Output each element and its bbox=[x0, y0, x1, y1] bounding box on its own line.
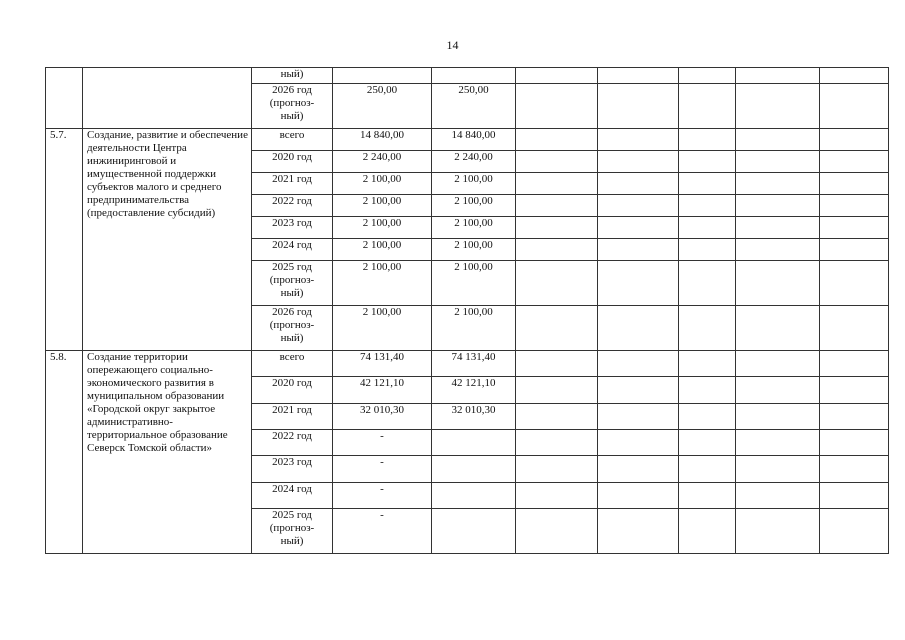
empty-cell bbox=[820, 456, 889, 483]
year-line: (прогноз- bbox=[269, 319, 315, 331]
empty-cell bbox=[679, 151, 736, 173]
empty-cell bbox=[736, 509, 820, 554]
empty-cell bbox=[679, 456, 736, 483]
total-value-cell: 250,00 bbox=[333, 84, 432, 129]
empty-cell bbox=[679, 430, 736, 456]
budget-value-cell bbox=[432, 509, 516, 554]
empty-cell bbox=[679, 351, 736, 377]
total-value-cell: 2 100,00 bbox=[333, 217, 432, 239]
item-name-text: Создание, развитие и обеспечение деятельности Центра инжиниринговой и имущественной поддержки субъектов малого и среднего предпринимательства (предоставление субсидий) bbox=[87, 129, 248, 219]
empty-cell bbox=[736, 68, 820, 84]
year-line: 2020 год bbox=[272, 151, 312, 163]
total-value-cell: - bbox=[333, 483, 432, 509]
empty-cell bbox=[736, 239, 820, 261]
budget-value-cell: 250,00 bbox=[432, 84, 516, 129]
year-line: ный) bbox=[280, 332, 304, 344]
empty-cell bbox=[516, 68, 598, 84]
empty-cell bbox=[736, 351, 820, 377]
empty-cell bbox=[516, 456, 598, 483]
empty-cell bbox=[598, 129, 679, 151]
year-cell bbox=[252, 129, 333, 151]
empty-cell bbox=[598, 151, 679, 173]
year-cell bbox=[252, 151, 333, 173]
empty-cell bbox=[820, 483, 889, 509]
year-cell bbox=[252, 306, 333, 351]
year-line: 2024 год bbox=[272, 483, 312, 495]
empty-cell bbox=[820, 68, 889, 84]
empty-cell bbox=[820, 351, 889, 377]
item-number: 5.8. bbox=[46, 351, 83, 554]
empty-cell bbox=[736, 261, 820, 306]
total-value-cell: 2 100,00 bbox=[333, 195, 432, 217]
year-cell bbox=[252, 217, 333, 239]
empty-cell bbox=[598, 404, 679, 430]
empty-cell bbox=[820, 173, 889, 195]
empty-cell bbox=[736, 404, 820, 430]
empty-cell bbox=[598, 84, 679, 129]
empty-cell bbox=[516, 239, 598, 261]
empty-cell bbox=[736, 483, 820, 509]
item-name-text: Создание территории опережающего социально-экономического развития в муниципальном образовании «Городской округ закрытое административно-территориальное образование Северск Томской области» bbox=[87, 351, 228, 454]
empty-cell bbox=[679, 129, 736, 151]
empty-cell bbox=[679, 261, 736, 306]
total-value-cell: 2 100,00 bbox=[333, 306, 432, 351]
total-value-cell bbox=[333, 68, 432, 84]
year-line: 2025 год bbox=[272, 261, 312, 273]
year-line: 2022 год bbox=[272, 430, 312, 442]
empty-cell bbox=[736, 129, 820, 151]
empty-cell bbox=[598, 351, 679, 377]
empty-cell bbox=[598, 483, 679, 509]
total-value-cell: - bbox=[333, 430, 432, 456]
item-name bbox=[83, 129, 252, 351]
empty-cell bbox=[820, 261, 889, 306]
budget-value-cell: 2 100,00 bbox=[432, 306, 516, 351]
table-row bbox=[46, 351, 889, 377]
year-line: всего bbox=[279, 351, 305, 363]
empty-cell bbox=[820, 430, 889, 456]
empty-cell bbox=[598, 195, 679, 217]
table-row bbox=[46, 129, 889, 151]
total-value-cell: - bbox=[333, 509, 432, 554]
year-line: (прогноз- bbox=[269, 522, 315, 534]
empty-cell bbox=[679, 68, 736, 84]
total-value-cell: 74 131,40 bbox=[333, 351, 432, 377]
empty-cell bbox=[820, 129, 889, 151]
budget-value-cell: 2 100,00 bbox=[432, 173, 516, 195]
empty-cell bbox=[736, 195, 820, 217]
empty-cell bbox=[516, 261, 598, 306]
empty-cell bbox=[598, 430, 679, 456]
year-cell bbox=[252, 351, 333, 377]
empty-cell bbox=[736, 456, 820, 483]
year-line: 2026 год bbox=[272, 306, 312, 318]
item-name bbox=[83, 351, 252, 554]
year-cell bbox=[252, 84, 333, 129]
total-value-cell: 42 121,10 bbox=[333, 377, 432, 404]
year-line: 2020 год bbox=[272, 377, 312, 389]
empty-cell bbox=[598, 509, 679, 554]
year-line: 2023 год bbox=[272, 456, 312, 468]
empty-cell bbox=[736, 151, 820, 173]
budget-value-cell: 2 100,00 bbox=[432, 195, 516, 217]
empty-cell bbox=[516, 306, 598, 351]
year-line: ный) bbox=[280, 110, 304, 122]
empty-cell bbox=[598, 306, 679, 351]
empty-cell bbox=[516, 483, 598, 509]
year-cell bbox=[252, 239, 333, 261]
total-value-cell: 2 100,00 bbox=[333, 239, 432, 261]
empty-cell bbox=[516, 195, 598, 217]
total-value-cell: 32 010,30 bbox=[333, 404, 432, 430]
budget-value-cell: 42 121,10 bbox=[432, 377, 516, 404]
year-line: 2022 год bbox=[272, 195, 312, 207]
year-line: (прогноз- bbox=[269, 97, 315, 109]
empty-cell bbox=[516, 404, 598, 430]
empty-cell bbox=[516, 173, 598, 195]
empty-cell bbox=[679, 404, 736, 430]
year-line: ный) bbox=[280, 535, 304, 547]
year-cell bbox=[252, 404, 333, 430]
year-cell bbox=[252, 483, 333, 509]
year-cell bbox=[252, 456, 333, 483]
empty-cell bbox=[820, 509, 889, 554]
year-line: 2025 год bbox=[272, 509, 312, 521]
empty-cell bbox=[736, 430, 820, 456]
item-name bbox=[83, 68, 252, 129]
empty-cell bbox=[516, 84, 598, 129]
budget-value-cell: 32 010,30 bbox=[432, 404, 516, 430]
empty-cell bbox=[736, 217, 820, 239]
empty-cell bbox=[820, 404, 889, 430]
empty-cell bbox=[679, 306, 736, 351]
empty-cell bbox=[820, 151, 889, 173]
budget-value-cell: 14 840,00 bbox=[432, 129, 516, 151]
year-cell bbox=[252, 195, 333, 217]
budget-value-cell: 2 100,00 bbox=[432, 239, 516, 261]
budget-value-cell bbox=[432, 430, 516, 456]
empty-cell bbox=[736, 84, 820, 129]
budget-value-cell: 2 100,00 bbox=[432, 217, 516, 239]
empty-cell bbox=[679, 84, 736, 129]
empty-cell bbox=[516, 151, 598, 173]
empty-cell bbox=[679, 217, 736, 239]
year-cell bbox=[252, 261, 333, 306]
empty-cell bbox=[516, 377, 598, 404]
year-line: ный) bbox=[280, 68, 304, 80]
empty-cell bbox=[598, 217, 679, 239]
budget-value-cell: 74 131,40 bbox=[432, 351, 516, 377]
empty-cell bbox=[516, 509, 598, 554]
empty-cell bbox=[598, 456, 679, 483]
empty-cell bbox=[598, 173, 679, 195]
budget-value-cell: 2 240,00 bbox=[432, 151, 516, 173]
empty-cell bbox=[598, 68, 679, 84]
total-value-cell: 2 100,00 bbox=[333, 173, 432, 195]
empty-cell bbox=[679, 509, 736, 554]
table-row bbox=[46, 68, 889, 84]
empty-cell bbox=[736, 377, 820, 404]
empty-cell bbox=[820, 84, 889, 129]
total-value-cell: 2 100,00 bbox=[333, 261, 432, 306]
empty-cell bbox=[820, 377, 889, 404]
item-number: 5.7. bbox=[46, 129, 83, 351]
year-cell bbox=[252, 509, 333, 554]
year-line: всего bbox=[279, 129, 305, 141]
empty-cell bbox=[679, 173, 736, 195]
year-line: ный) bbox=[280, 287, 304, 299]
program-table bbox=[45, 67, 889, 554]
year-cell bbox=[252, 430, 333, 456]
empty-cell bbox=[516, 351, 598, 377]
budget-value-cell bbox=[432, 456, 516, 483]
year-line: 2026 год bbox=[272, 84, 312, 96]
empty-cell bbox=[736, 173, 820, 195]
empty-cell bbox=[679, 377, 736, 404]
year-line: 2021 год bbox=[272, 404, 312, 416]
budget-value-cell bbox=[432, 68, 516, 84]
empty-cell bbox=[598, 377, 679, 404]
empty-cell bbox=[820, 217, 889, 239]
empty-cell bbox=[679, 195, 736, 217]
year-cell bbox=[252, 377, 333, 404]
budget-value-cell bbox=[432, 483, 516, 509]
empty-cell bbox=[679, 483, 736, 509]
empty-cell bbox=[679, 239, 736, 261]
budget-value-cell: 2 100,00 bbox=[432, 261, 516, 306]
year-line: 2024 год bbox=[272, 239, 312, 251]
year-line: 2021 год bbox=[272, 173, 312, 185]
empty-cell bbox=[820, 306, 889, 351]
empty-cell bbox=[598, 261, 679, 306]
empty-cell bbox=[598, 239, 679, 261]
empty-cell bbox=[516, 217, 598, 239]
total-value-cell: 14 840,00 bbox=[333, 129, 432, 151]
empty-cell bbox=[516, 129, 598, 151]
empty-cell bbox=[820, 195, 889, 217]
year-line: (прогноз- bbox=[269, 274, 315, 286]
empty-cell bbox=[516, 430, 598, 456]
year-line: 2023 год bbox=[272, 217, 312, 229]
empty-cell bbox=[820, 239, 889, 261]
year-cell bbox=[252, 68, 333, 84]
year-cell bbox=[252, 173, 333, 195]
total-value-cell: - bbox=[333, 456, 432, 483]
page-number: 14 bbox=[446, 38, 459, 52]
empty-cell bbox=[736, 306, 820, 351]
item-number bbox=[46, 68, 83, 129]
total-value-cell: 2 240,00 bbox=[333, 151, 432, 173]
